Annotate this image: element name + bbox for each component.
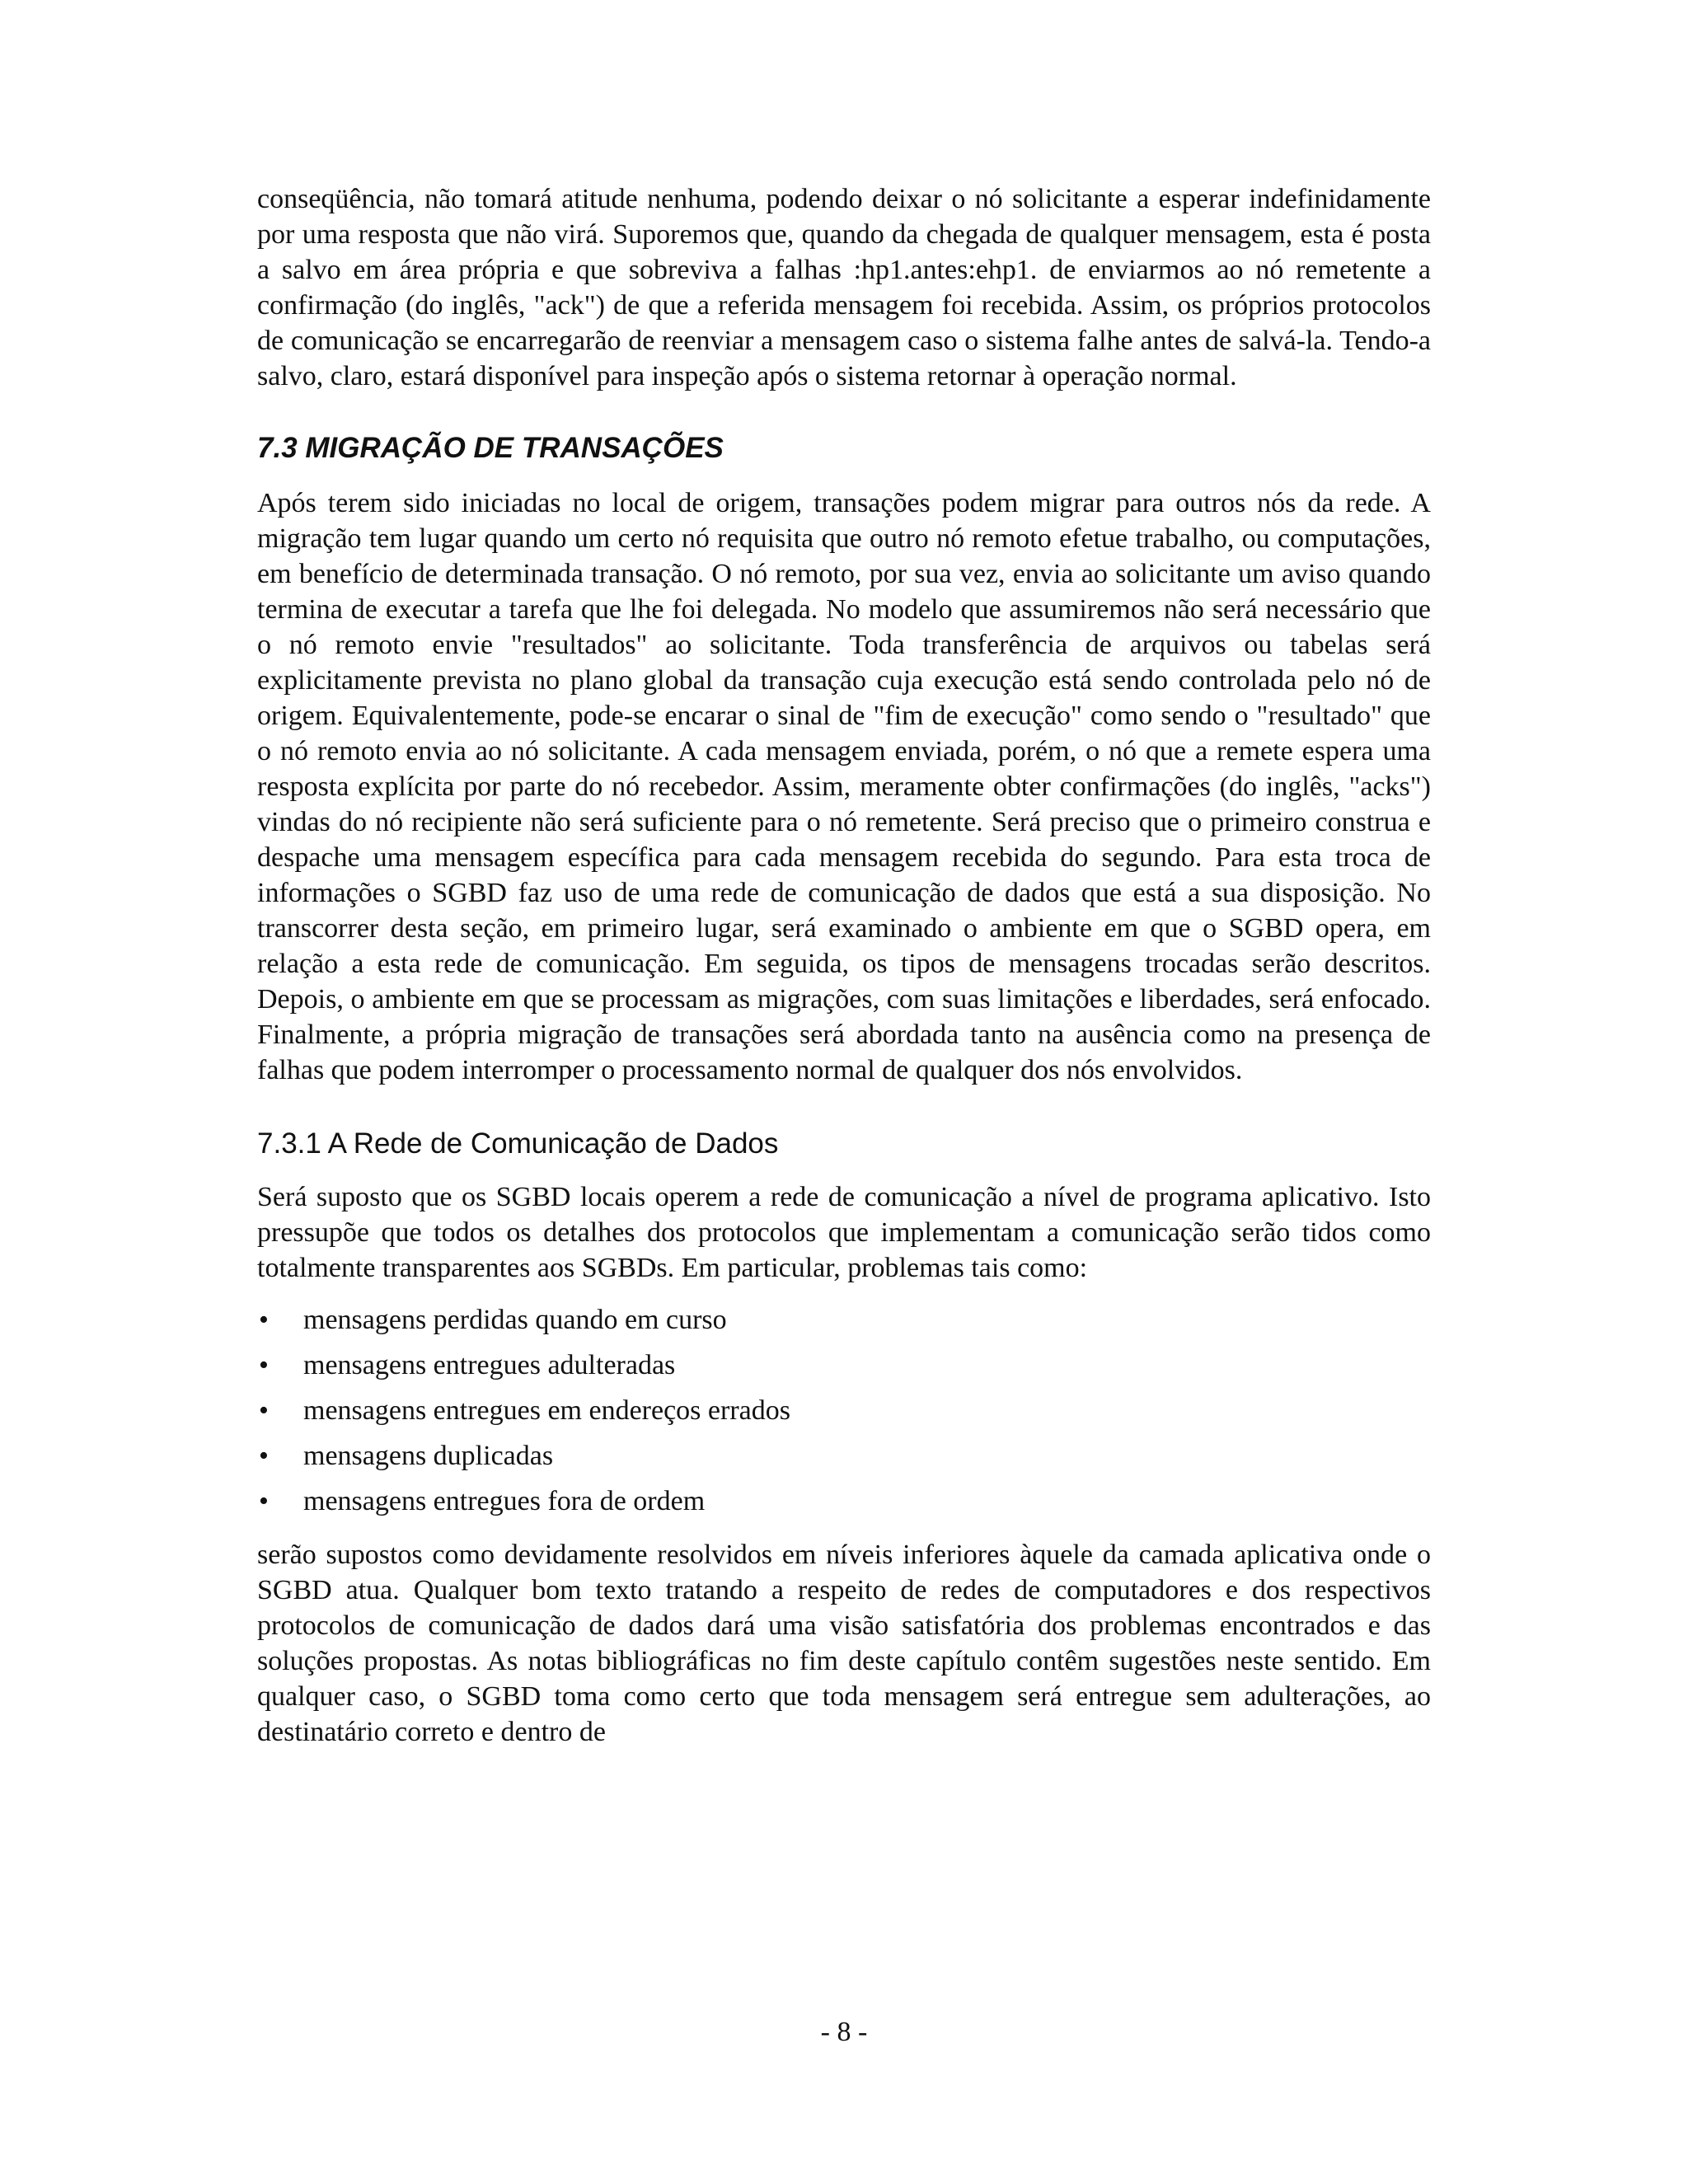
intro-paragraph: conseqüência, não tomará atitude nenhuma, podendo deixar o nó solicitante a esperar indefinidamente por uma resposta que não virá. Suporemos que, quando da chegada de qualquer mensagem, esta é posta a salvo em área própria e que sobreviva a falhas :hp1.antes:ehp1. de enviarmos ao nó remetente a confirmação (do inglês, "ack") de que a referida mensagem foi recebida. Assim, os próprios protocolos de comunicação se encarregarão de reenviar a mensagem caso o sistema falhe antes de salvá-la. Tendo-a salvo, claro, estará disponível para inspeção após o sistema retornar à operação normal. [257, 184, 1431, 391]
section-paragraph: Após terem sido iniciadas no local de origem, transações podem migrar para outros nós da rede. A migração tem lugar quando um certo nó requisita que outro nó remoto efetue trabalho, ou computações, em benefício de determinada transação. O nó remoto, por sua vez, envia ao solicitante um aviso quando termina de executar a tarefa que lhe foi delegada. No modelo que assumiremos não será necessário que o nó remoto envie "resultados" ao solicitante. Toda transferência de arquivos ou tabelas será explicitamente prevista no plano global da transação cuja execução está sendo controlada pelo nó de origem. Equivalentemente, pode-se encarar o sinal de "fim de execução" como sendo o "resultado" que o nó remoto envia ao nó solicitante. A cada mensagem enviada, porém, o nó que a remete espera uma resposta explícita por parte do nó recebedor. Assim, meramente obter confirmações (do inglês, "acks") vindas do nó recipiente não será suficiente para o nó remetente. Será preciso que o primeiro construa e despache uma mensagem específica para cada mensagem recebida do segundo. Para esta troca de informações o SGBD faz uso de uma rede de comunicação de dados que está a sua disposição. No transcorrer desta seção, em primeiro lugar, será examinado o ambiente em que o SGBD opera, em relação a esta rede de comunicação. Em seguida, os tipos de mensagens trocadas serão descritos. Depois, o ambiente em que se processam as migrações, com suas limitações e liberdades, será enfocado. Finalmente, a própria migração de transações será abordada tanto na ausência como na presença de falhas que podem interromper o processamento normal de qualquer dos nós envolvidos. [257, 488, 1431, 1085]
network-paragraph: Será suposto que os SGBD locais operem a rede de comunicação a nível de programa aplicativo. Isto pressupõe que todos os detalhes dos protocolos que implementam a comunicação serão tidos como totalmente transparentes aos SGBDs. Em particular, problemas tais como: [257, 1182, 1431, 1283]
list-item: • mensagens duplicadas [257, 1438, 1431, 1474]
list-item: • mensagens entregues em endereços errados [257, 1393, 1431, 1428]
page-number: - 8 - [820, 2017, 868, 2047]
list-item: • mensagens entregues fora de ordem [257, 1483, 1431, 1519]
list-item: • mensagens perdidas quando em curso [257, 1302, 1431, 1338]
list-item: • mensagens entregues adulteradas [257, 1347, 1431, 1383]
section-heading: 7.3 MIGRAÇÃO DE TRANSAÇÕES [257, 432, 724, 464]
problem-list [257, 1302, 1431, 1519]
closing-paragraph: serão supostos como devidamente resolvidos em níveis inferiores àquele da camada aplicativa onde o SGBD atua. Qualquer bom texto tratando a respeito de redes de computadores e dos respectivos protocolos de comunicação de dados dará uma visão satisfatória dos problemas encontrados e das soluções propostas. As notas bibliográficas no fim deste capítulo contêm sugestões neste sentido. Em qualquer caso, o SGBD toma como certo que toda mensagem será entregue sem adulterações, ao destinatário correto e dentro de [257, 1540, 1431, 1747]
page-content [257, 181, 1431, 1750]
subsection-heading: 7.3.1 A Rede de Comunicação de Dados [257, 1127, 779, 1160]
